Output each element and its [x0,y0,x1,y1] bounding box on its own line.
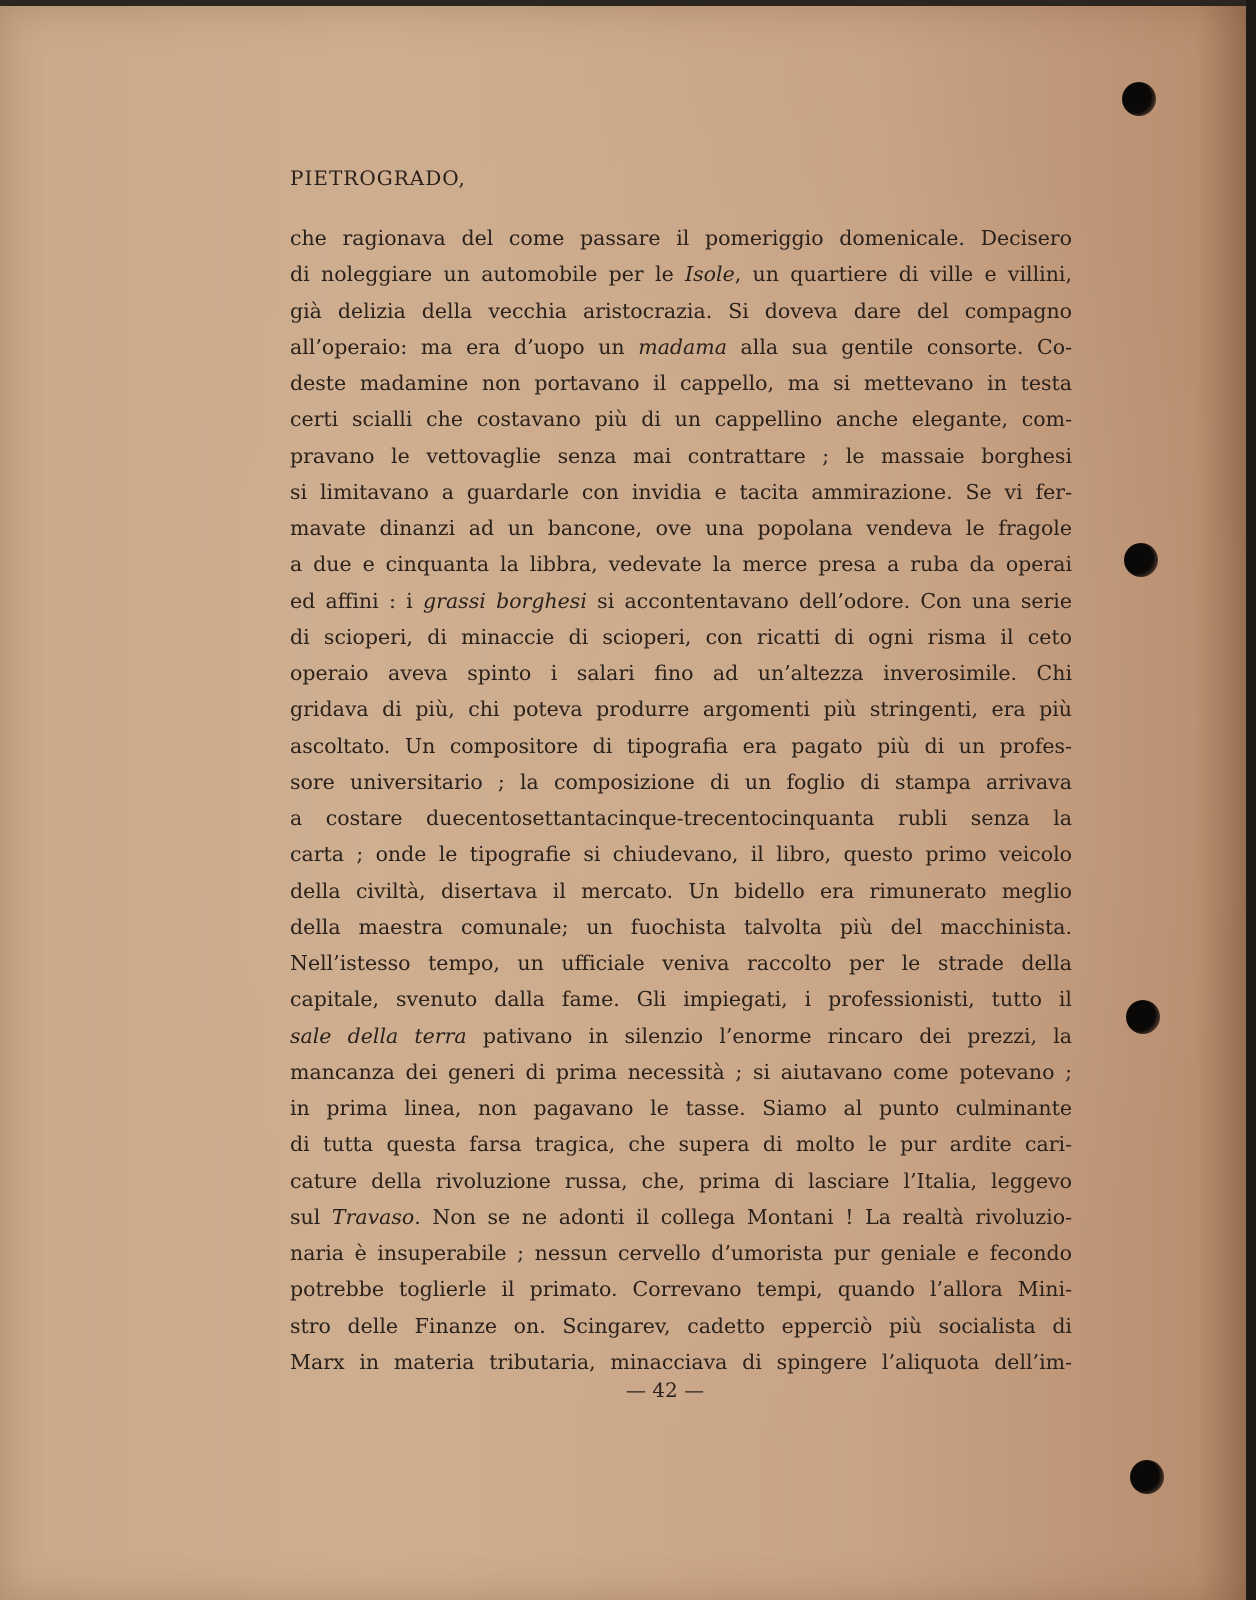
text-run: a costare duecentosettantacinque-trecentocinquanta rubli senza la [290,806,1072,830]
text-run: carta ; onde le tipografie si chiudevano, il libro, questo primo veicolo [290,842,1072,867]
italic-text: grassi borghesi [423,588,587,613]
punch-hole-icon [1130,1460,1164,1494]
document-page [0,6,1246,1600]
text-line [290,873,1072,909]
text-run: di scioperi, di minaccie di scioperi, con ricatti di ogni risma il ceto [290,624,1072,649]
text-run: alla sua gentile consorte. Co- [726,334,1072,359]
text-run: della maestra comunale; un fuochista talvolta più del macchinista. [290,914,1072,939]
text-line [290,256,1072,292]
body-text [290,220,1072,1380]
text-run: sul [290,1204,332,1229]
text-line [290,945,1072,981]
text-run: capitale, svenuto dalla fame. Gli impiegati, i professionisti, tutto il [290,987,1072,1012]
text-run: Marx in materia tributaria, minacciava di spingere l’aliquota dell’im- [290,1349,1072,1374]
text-line [290,220,1072,256]
text-line [290,510,1072,546]
text-line [290,800,1072,836]
text-run: in prima linea, non pagavano le tasse. Siamo al punto culminante [290,1096,1072,1120]
text-line [290,1344,1072,1380]
text-line [290,1018,1072,1054]
text-line [290,909,1072,945]
italic-text: sale della terra [290,1023,467,1048]
text-line [290,1308,1072,1344]
text-line [290,293,1072,329]
text-run: stro delle Finanze on. Scingarev, cadetto epperciò più socialista di [290,1313,1072,1338]
punch-hole-icon [1124,543,1158,577]
text-line [290,474,1072,510]
text-line [290,728,1072,764]
text-line [290,401,1072,437]
text-run: sore universitario ; la composizione di un foglio di stampa arrivava [290,769,1072,794]
text-line [290,329,1072,365]
text-line [290,836,1072,872]
binding-edge [1246,0,1256,1600]
text-line [290,981,1072,1017]
punch-hole-icon [1122,82,1156,116]
text-line [290,546,1072,582]
text-run: gridava di più, chi poteva produrre argomenti più stringenti, era più [290,697,1072,722]
text-run: certi scialli che costavano più di un cappellino anche elegante, com- [290,407,1072,432]
text-line [290,691,1072,727]
text-line [290,655,1072,691]
text-run: potrebbe toglierle il primato. Correvano tempi, quando l’allora Mini- [290,1277,1072,1302]
text-line [290,583,1072,619]
text-run: Nell’istesso tempo, un ufficiale veniva raccolto per le strade della [290,951,1072,975]
text-line [290,619,1072,655]
text-run: pativano in silenzio l’enorme rincaro dei prezzi, la [466,1023,1072,1048]
text-run: all’operaio: ma era d’uopo un [290,334,639,359]
text-line [290,365,1072,401]
text-run: mavate dinanzi ad un bancone, ove una popolana vendeva le fragole [290,516,1072,540]
text-run: deste madamine non portavano il cappello, ma si mettevano in testa [290,371,1072,395]
text-run: naria è insuperabile ; nessun cervello d’umorista pur geniale e fecondo [290,1241,1072,1265]
italic-text: madama [638,334,727,359]
text-line [290,1163,1072,1199]
text-line [290,1235,1072,1271]
italic-text: Travaso [331,1204,415,1229]
italic-text: Isole [685,262,735,287]
text-run: mancanza dei generi di prima necessità ; si aiutavano come potevano ; [290,1059,1072,1084]
text-run: ascoltato. Un compositore di tipografia era pagato più di un profes- [290,733,1072,758]
text-run: operaio aveva spinto i salari fino ad un’altezza inverosimile. Chi [290,661,1072,685]
text-line [290,438,1072,474]
text-run: di noleggiare un automobile per le [290,262,686,287]
page-number: — 42 — [625,1378,705,1402]
text-line [290,1126,1072,1162]
text-run: della civiltà, disertava il mercato. Un bidello era rimunerato meglio [290,878,1072,903]
text-run: ed affini : i [290,588,424,613]
text-run: si limitavano a guardarle con invidia e tacita ammirazione. Se vi fer- [290,479,1072,504]
text-line [290,1199,1072,1235]
punch-hole-icon [1126,1000,1160,1034]
text-run: si accontentavano dell’odore. Con una serie [586,588,1073,613]
text-run: , un quartiere di ville e villini, [734,262,1072,287]
text-run: pravano le vettovaglie senza mai contrattare ; le massaie borghesi [290,443,1072,468]
text-line [290,1054,1072,1090]
text-run: che ragionava del come passare il pomeriggio domenicale. Decisero [290,226,1072,250]
text-line [290,1271,1072,1307]
running-header: PIETROGRADO, [290,166,466,190]
text-line [290,764,1072,800]
text-run: di tutta questa farsa tragica, che supera di molto le pur ardite cari- [290,1132,1072,1157]
text-run: cature della rivoluzione russa, che, prima di lasciare l’Italia, leggevo [290,1168,1072,1193]
text-run: . Non se ne adonti il collega Montani ! La realtà rivoluzio- [414,1204,1072,1229]
text-line [290,1090,1072,1126]
text-run: già delizia della vecchia aristocrazia. Si doveva dare del compagno [290,298,1072,323]
text-run: a due e cinquanta la libbra, vedevate la merce presa a ruba da operai [290,552,1072,577]
